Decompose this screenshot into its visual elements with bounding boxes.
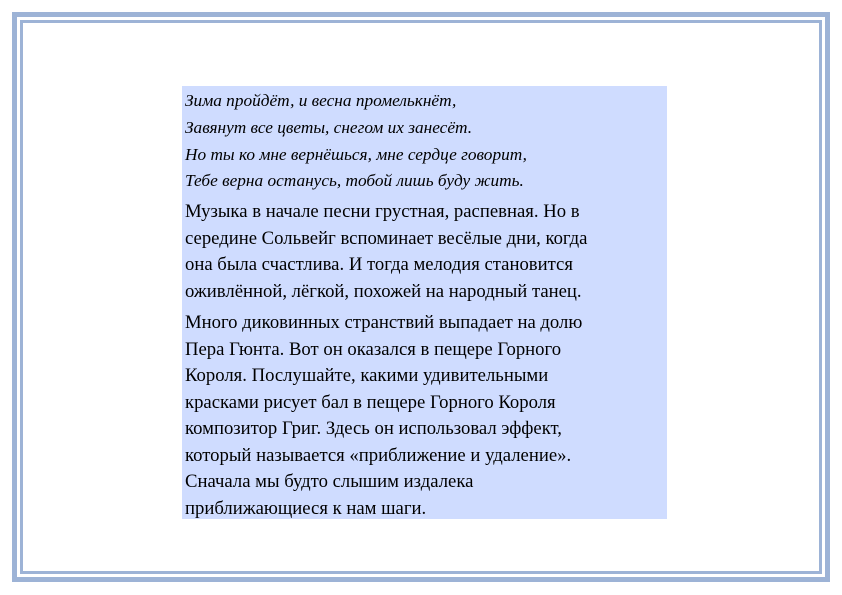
paragraph-line: композитор Григ. Здесь он использовал эффект, (185, 418, 562, 440)
paragraph-line: середине Сольвейг вспоминает весёлые дни, когда (185, 227, 588, 249)
paragraph-line: Сначала мы будто слышим издалека (185, 471, 474, 493)
paragraph-line: оживлённой, лёгкой, похожей на народный танец. (185, 280, 582, 302)
paragraph-line: она была счастлива. И тогда мелодия становится (185, 254, 573, 276)
text-block (182, 86, 667, 519)
paragraph-line: который называется «приближение и удаление». (185, 444, 572, 466)
poem-line: Завянут все цветы, снегом их занесёт. (185, 117, 473, 137)
poem-line: Но ты ко мне вернёшься, мне сердце говорит, (185, 144, 527, 164)
paragraph-line: Много диковинных странствий выпадает на долю (185, 312, 583, 334)
poem-line: Тебе верна останусь, тобой лишь буду жить. (185, 171, 524, 191)
poem-line: Зима пройдёт, и весна промелькнёт, (185, 91, 457, 110)
paragraph-line: Короля. Послушайте, какими удивительными (185, 365, 549, 387)
poem-quote (185, 88, 663, 195)
paragraph-mountain-king (185, 310, 663, 522)
paragraph-line: Пера Гюнта. Вот он оказался в пещере Горного (185, 338, 562, 360)
paragraph-line: Музыка в начале песни грустная, распевная. Но в (185, 201, 580, 223)
paragraph-line: приближающиеся к нам шаги. (185, 497, 427, 519)
paragraph-line: красками рисует бал в пещере Горного Короля (185, 391, 556, 413)
paragraph-solveig-song (185, 199, 663, 305)
